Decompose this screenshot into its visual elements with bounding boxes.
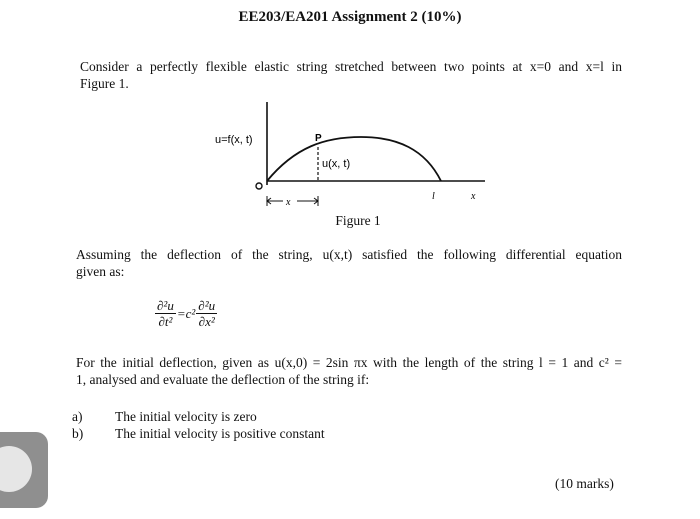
task-text: The initial velocity is zero	[115, 409, 257, 424]
initial-line-2: 1, analysed and evaluate the deflection of the string if:	[76, 372, 370, 387]
page-title: EE203/EA201 Assignment 2 (10%)	[238, 9, 462, 25]
task-label: b)	[72, 426, 84, 441]
lhs-denominator: ∂t²	[158, 314, 173, 329]
label-p: P	[315, 133, 322, 144]
list-item	[72, 425, 325, 442]
equals-c-squared: =c²	[176, 305, 196, 321]
intro-paragraph	[80, 58, 622, 92]
assumption-paragraph	[76, 246, 622, 280]
assumption-line-1: Assuming the deflection of the string, u(x,t) satisfied the following differential equation	[76, 247, 622, 262]
list-item	[72, 408, 325, 425]
label-x-axis: x	[471, 191, 476, 202]
task-list	[72, 408, 325, 442]
initial-condition-paragraph	[76, 354, 622, 388]
rhs-numerator: ∂²u	[198, 298, 216, 313]
label-x-arrow: x	[286, 197, 291, 208]
initial-line-1: For the initial deflection, given as u(x,0) = 2sin πx with the length of the string l = 1 and c² =	[76, 355, 622, 370]
marks-label: (10 marks)	[555, 476, 614, 491]
intro-line-1: Consider a perfectly flexible elastic string stretched between two points at x=0 and x=l in	[80, 59, 622, 74]
lhs-numerator: ∂²u	[157, 298, 174, 313]
task-text: The initial velocity is positive constant	[115, 426, 325, 441]
rhs-denominator: ∂x²	[198, 314, 215, 329]
label-u-func: u=f(x, t)	[215, 134, 253, 146]
intro-line-2: Figure 1.	[80, 76, 129, 91]
label-l: l	[432, 191, 435, 202]
assumption-line-2: given as:	[76, 264, 125, 279]
figure-caption: Figure 1	[335, 213, 381, 228]
origin-marker	[256, 183, 262, 189]
task-label: a)	[72, 409, 83, 424]
wave-equation	[155, 298, 217, 329]
string-deflection-figure	[185, 97, 505, 212]
label-u-xt: u(x, t)	[322, 158, 351, 170]
